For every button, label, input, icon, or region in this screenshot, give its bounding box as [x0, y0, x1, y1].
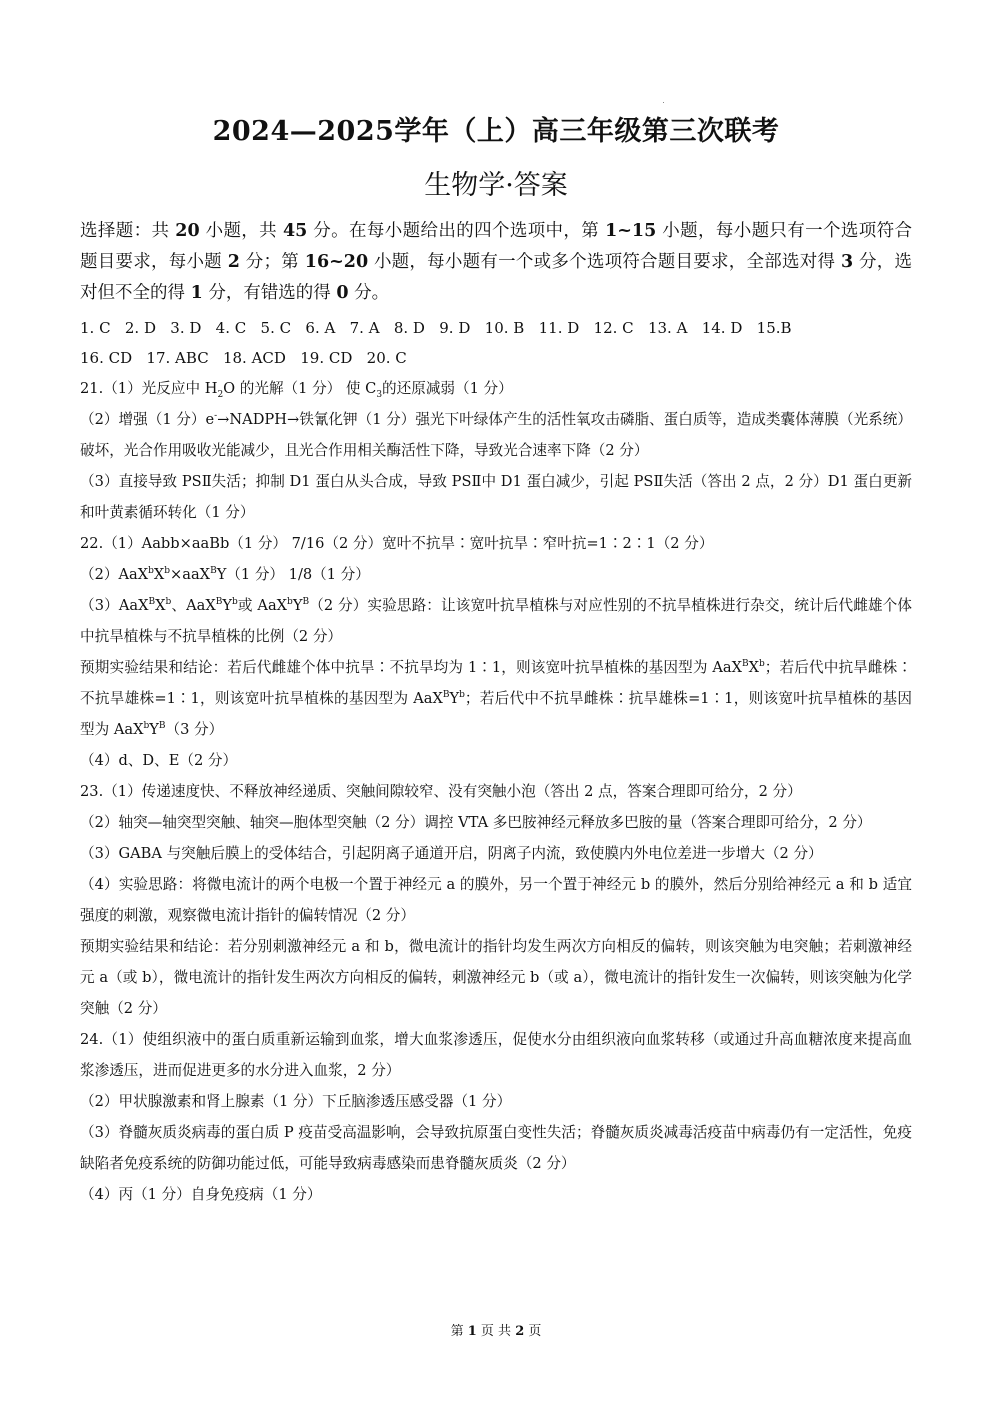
multiple-choice-answers — [80, 313, 912, 373]
answer-line-1: 1. C 2. D 3. D 4. C 5. C 6. A 7. A 8. D 9. D 10. B 11. D 12. C 13. A 14. D 15.B — [80, 319, 792, 337]
section-instructions: 选择题：共 20 小题，共 45 分。在每小题给出的四个选项中，第 1~15 小题，每小题只有一个选项符合题目要求，每小题 2 分；第 16~20 小题，每小题有一个或多个选项符合题目要求，全部选对得 3 分，选对但不全的得 1 分，有错选的得 0 分。 — [80, 221, 913, 303]
q24-part2: （2）甲状腺激素和肾上腺素（1 分）下丘脑渗透压感受器（1 分） — [80, 1093, 512, 1110]
q22-part4: （4）d、D、E（2 分） — [80, 752, 238, 769]
q23-part3: （3）GABA 与突触后膜上的受体结合，引起阴离子通道开启，阴离子内流，致使膜内外电位差进一步增大（2 分） — [80, 845, 823, 862]
q22-part3: $(3)AaX^BX^b$、$AaX^BY^b$或 $AaX^bY^B(2$ 分）实验思路：让该宽叶抗旱植株与对应性别的不抗旱植株进行杂交，统计后代雌雄个体中抗旱植株与不抗旱植株的比例（2 分） — [80, 597, 912, 645]
question-24 — [80, 1024, 912, 1210]
q24-part1: 24.（1）使组织液中的蛋白质重新运输到血浆，增大血浆渗透压，促使水分由组织液向血浆转移（或通过升高血糖浓度来提高血浆渗透压，进而促进更多的水分进入血浆，2 分） — [80, 1031, 912, 1079]
stray-dot — [663, 102, 664, 103]
q21-part2: （2）增强（1 分）e-→NADPH→铁氰化钾（1 分）强光下叶绿体产生的活性氧攻击磷脂、蛋白质等，造成类囊体薄膜（光系统）破坏，光合作用吸收光能减少，且光合作用相关酶活性下降，导致光合速率下降（2 分） — [80, 411, 912, 459]
q23-part2: （2）轴突—轴突型突触、轴突—胞体型突触（2 分）调控 VTA 多巴胺神经元释放多巴胺的量（答案合理即可给分，2 分） — [80, 814, 872, 831]
q24-part4: （4）丙（1 分）自身免疫病（1 分） — [80, 1186, 322, 1203]
q23-part1: 23.（1）传递速度快、不释放神经递质、突触间隙较窄、没有突触小泡（答出 2 点，答案合理即可给分，2 分） — [80, 783, 802, 800]
answer-line-2: 16. CD 17. ABC 18. ACD 19. CD 20. C — [80, 349, 407, 367]
answer-sheet — [80, 112, 912, 1210]
q22-part1: 22.（1）Aabb×aaBb（1 分） 7/16（2 分）宽叶不抗旱∶宽叶抗旱∶窄叶抗=1∶2∶1（2 分） — [80, 535, 714, 552]
q22-part2: $(2)AaX^bX^b\times aaX^BY(1$ 分） 1/8（1 分） — [80, 566, 370, 583]
page-footer: 第 1 页 共 2 页 — [450, 1324, 542, 1339]
q21-part1: 21.（1）光反应中 $H_2O$ 的光解（1 分） 使 $C_3$的还原减弱（1 分） — [80, 380, 513, 400]
page-title: 2024—2025学年（上）高三年级第三次联考 — [212, 116, 780, 147]
q22-prediction: 预期实验结果和结论：若后代雌雄个体中抗旱∶不抗旱均为 1∶1，则该宽叶抗旱植株的基因型为 $AaX^BX^b$；若后代中抗旱雌株∶不抗旱雄株=1∶1，则该宽叶抗旱植株的基因型为 $AaX^BY^b$；若后代中不抗旱雌株∶抗旱雄株=1∶1，则该宽叶抗旱植株的基因型为 $AaX^bY^B(3$ 分） — [80, 659, 912, 738]
q24-part3: （3）脊髓灰质炎病毒的蛋白质 P 疫苗受高温影响，会导致抗原蛋白变性失活；脊髓灰质炎减毒活疫苗中病毒仍有一定活性，免疫缺陷者免疫系统的防御功能过低，可能导致病毒感染而患脊髓灰质炎（2 分） — [80, 1124, 912, 1172]
question-23 — [80, 776, 912, 1024]
q21-part3: （3）直接导致 PSⅡ失活；抑制 D1 蛋白从头合成，导致 PSⅡ中 D1 蛋白减少，引起 PSⅡ失活（答出 2 点，2 分）D1 蛋白更新和叶黄素循环转化（1 分） — [80, 473, 912, 521]
question-21 — [80, 373, 912, 528]
q23-prediction: 预期实验结果和结论：若分别刺激神经元 a 和 b，微电流计的指针均发生两次方向相反的偏转，则该突触为电突触；若刺激神经元 a（或 b），微电流计的指针发生两次方向相反的偏转，刺激神经元 b（或 a），微电流计的指针发生一次偏转，则该突触为化学突触（2 分） — [80, 938, 912, 1017]
page-subtitle: 生物学·答案 — [424, 170, 568, 201]
q23-part4: （4）实验思路：将微电流计的两个电极一个置于神经元 a 的膜外，另一个置于神经元 b 的膜外，然后分别给神经元 a 和 b 适宜强度的刺激，观察微电流计指针的偏转情况（2 分） — [80, 876, 912, 924]
question-22 — [80, 528, 912, 776]
